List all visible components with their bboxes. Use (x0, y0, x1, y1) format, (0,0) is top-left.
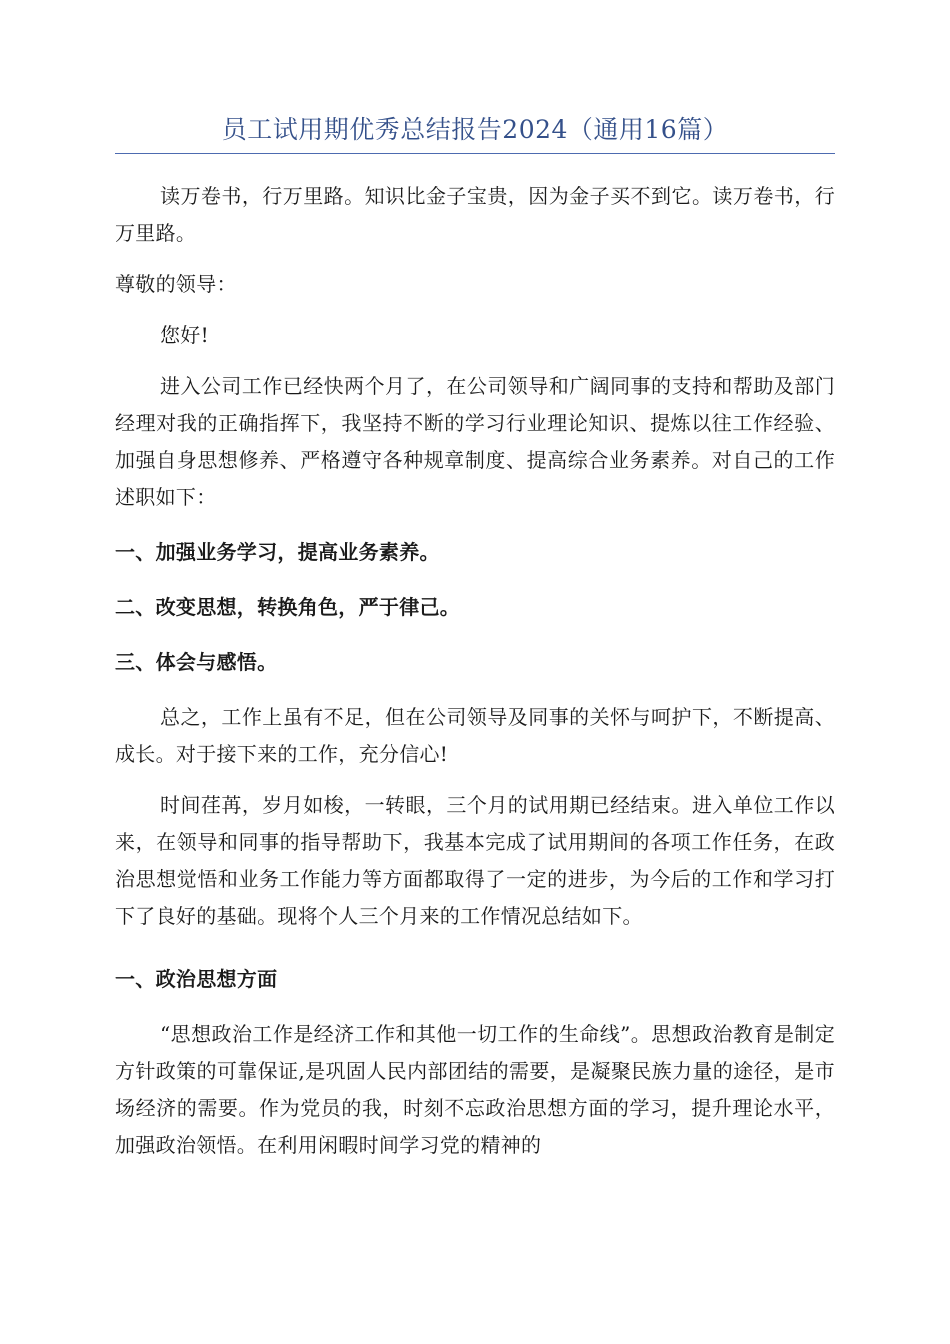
greeting: 您好! (160, 323, 209, 347)
document-title: 员工试用期优秀总结报告2024（通用16篇） (221, 115, 729, 144)
title-underline (115, 153, 835, 154)
body-paragraph: “思想政治工作是经济工作和其他一切工作的生命线”。思想政治教育是制定方针政策的可靠保证,是巩固人民内部团结的需要，是凝聚民族力量的途径，是市场经济的需要。作为党员的我，时刻不忘政治思想方面的学习，提升理论水平，加强政治领悟。在利用闲暇时间学习党的精神的 (115, 1022, 835, 1157)
document-body (115, 178, 835, 1164)
body-paragraph: 时间荏苒，岁月如梭，一转眼，三个月的试用期已经结束。进入单位工作以来，在领导和同事的指导帮助下，我基本完成了试用期间的各项工作任务，在政治思想觉悟和业务工作能力等方面都取得了一定的进步，为今后的工作和学习打下了良好的基础。现将个人三个月来的工作情况总结如下。 (115, 793, 835, 928)
section-heading: 一、加强业务学习，提高业务素养。 (115, 540, 440, 564)
section-heading: 一、政治思想方面 (115, 967, 278, 991)
intro-paragraph: 读万卷书，行万里路。知识比金子宝贵，因为金子买不到它。读万卷书，行万里路。 (115, 184, 835, 245)
section-heading: 二、改变思想，转换角色，严于律己。 (115, 595, 461, 619)
section-heading: 三、体会与感悟。 (115, 650, 278, 674)
body-paragraph: 进入公司工作已经快两个月了，在公司领导和广阔同事的支持和帮助及部门经理对我的正确指挥下，我坚持不断的学习行业理论知识、提炼以往工作经验、加强自身思想修养、严格遵守各种规章制度、提高综合业务素养。对自己的工作述职如下： (115, 374, 835, 509)
body-paragraph: 总之，工作上虽有不足，但在公司领导及同事的关怀与呵护下，不断提高、成长。对于接下来的工作，充分信心! (115, 705, 835, 766)
salutation: 尊敬的领导： (115, 272, 237, 296)
